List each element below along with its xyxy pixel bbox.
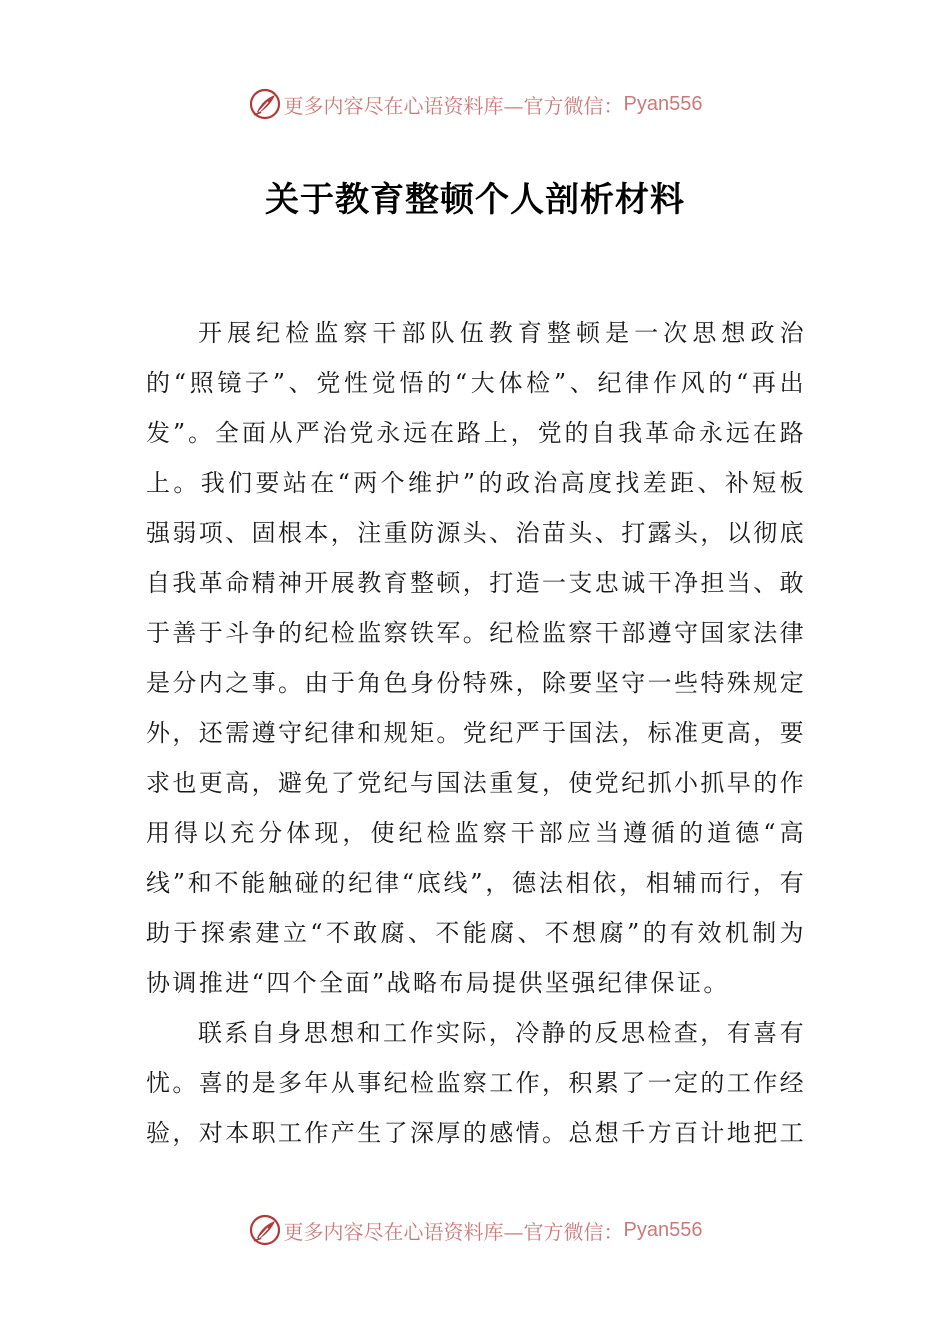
document-body (146, 308, 806, 1158)
header-banner (0, 84, 950, 124)
wechat-id: Pyan556 (623, 1218, 703, 1241)
banner-text: 更多内容尽在心语资料库—官方微信： (283, 93, 624, 118)
paragraph-2: 联系自身思想和工作实际，冷静的反思检查，有喜有忧。喜的是多年从事纪检监察工作，积累了一定的工作经验，对本职工作产生了深厚的感情。总想千方百计地把工 (146, 1019, 806, 1147)
document-title: 关于教育整顿个人剖析材料 (265, 180, 685, 220)
wechat-id: Pyan556 (623, 92, 703, 115)
pen-nib-logo-icon (248, 1213, 282, 1247)
paragraph-1: 开展纪检监察干部队伍教育整顿是一次思想政治的“照镜子”、党性觉悟的“大体检”、纪律作风的“再出发”。全面从严治党永远在路上，党的自我革命永远在路上。我们要站在“两个维护”的政治高度找差距、补短板强弱项、固根本，注重防源头、治苗头、打露头，以彻底自我革命精神开展教育整顿，打造一支忠诚干净担当、敢于善于斗争的纪检监察铁军。纪检监察干部遵守国家法律是分内之事。由于角色身份特殊，除要坚守一些特殊规定外，还需遵守纪律和规矩。党纪严于国法，标准更高，要求也更高，避免了党纪与国法重复，使党纪抓小抓早的作用得以充分体现，使纪检监察干部应当遵循的道德“高线”和不能触碰的纪律“底线”，德法相依，相辅而行，有助于探索建立“不敢腐、不能腐、不想腐”的有效机制为协调推进“四个全面”战略布局提供坚强纪律保证。 (146, 319, 806, 997)
banner-text: 更多内容尽在心语资料库—官方微信： (283, 1219, 624, 1244)
footer-banner (0, 1210, 950, 1250)
pen-nib-logo-icon (248, 87, 282, 121)
